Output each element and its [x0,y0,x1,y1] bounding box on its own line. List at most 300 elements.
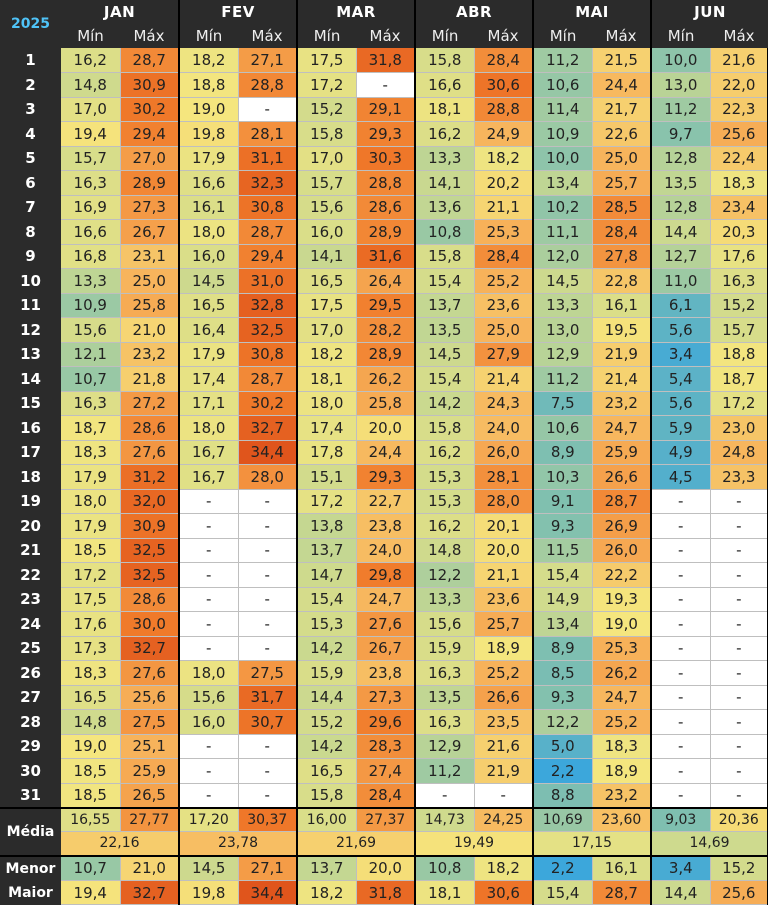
value-cell: 26,6 [474,685,533,710]
value-cell: 25,2 [474,269,533,294]
value-cell: 10,8 [415,220,474,245]
value-cell: 11,2 [533,367,592,392]
value-cell: 28,9 [356,342,415,367]
value-cell: 21,9 [592,342,651,367]
value-cell: 28,6 [356,195,415,220]
value-cell: 17,5 [297,48,356,73]
value-cell: 20,0 [356,416,415,441]
min-header: Mín [533,23,592,48]
table-row [0,195,768,220]
value-cell: 26,2 [356,367,415,392]
monthly-mean-value: 21,69 [297,832,415,856]
value-cell: - [651,685,710,710]
value-cell: 28,8 [356,171,415,196]
value-cell: 16,2 [415,440,474,465]
value-cell: 16,3 [61,171,120,196]
table-row [0,391,768,416]
value-cell: 28,8 [238,73,297,98]
menor-value: 18,2 [474,856,533,881]
value-cell: 5,9 [651,416,710,441]
value-cell: 30,6 [474,73,533,98]
min-header: Mín [179,23,238,48]
value-cell: 28,4 [474,48,533,73]
value-cell: 16,2 [415,514,474,539]
menor-value: 14,5 [179,856,238,881]
value-cell: 17,9 [61,465,120,490]
value-cell: 14,7 [297,563,356,588]
value-cell: 11,2 [533,48,592,73]
value-cell: 18,0 [179,416,238,441]
value-cell: 23,2 [592,783,651,808]
maior-value: 25,6 [710,881,768,905]
value-cell: - [356,73,415,98]
monthly-mean-value: 23,78 [179,832,297,856]
value-cell: 18,1 [415,97,474,122]
value-cell: 28,6 [120,587,179,612]
value-cell: 28,4 [356,783,415,808]
value-cell: 13,7 [297,538,356,563]
table-row [0,416,768,441]
value-cell: 12,8 [651,146,710,171]
value-cell: 15,8 [415,48,474,73]
value-cell: 17,5 [61,587,120,612]
value-cell: 31,2 [120,465,179,490]
value-cell: 23,6 [474,587,533,612]
value-cell: 25,7 [474,612,533,637]
value-cell: 23,2 [120,342,179,367]
value-cell: 15,9 [415,636,474,661]
min-header: Mín [297,23,356,48]
value-cell: 15,3 [297,612,356,637]
value-cell: 21,0 [120,318,179,343]
value-cell: 17,2 [297,73,356,98]
value-cell: 24,7 [356,587,415,612]
value-cell: 26,2 [592,661,651,686]
value-cell: 25,2 [474,661,533,686]
value-cell: 24,4 [592,73,651,98]
value-cell: 13,4 [533,612,592,637]
value-cell: 31,7 [238,685,297,710]
max-header: Máx [474,23,533,48]
media-row [0,808,768,832]
maior-row [0,881,768,905]
value-cell: 15,6 [415,612,474,637]
value-cell: 31,6 [356,244,415,269]
value-cell: 13,5 [415,685,474,710]
value-cell: 5,6 [651,391,710,416]
value-cell: 15,4 [297,587,356,612]
value-cell: 16,5 [297,759,356,784]
value-cell: 15,6 [297,195,356,220]
value-cell: 19,4 [61,122,120,147]
value-cell: 26,6 [592,465,651,490]
value-cell: 26,4 [356,269,415,294]
value-cell: 27,8 [592,244,651,269]
maior-value: 14,4 [651,881,710,905]
menor-value: 2,2 [533,856,592,881]
media-label: Média [0,808,61,856]
value-cell: 10,7 [61,367,120,392]
table-row [0,342,768,367]
value-cell: - [710,685,768,710]
value-cell: - [238,563,297,588]
value-cell: 25,7 [592,171,651,196]
value-cell: 16,4 [179,318,238,343]
value-cell: 10,9 [61,293,120,318]
value-cell: 25,3 [474,220,533,245]
value-cell: - [651,759,710,784]
table-row [0,97,768,122]
value-cell: 11,2 [651,97,710,122]
value-cell: 24,4 [356,440,415,465]
value-cell: 17,9 [61,514,120,539]
value-cell: 27,0 [120,146,179,171]
value-cell: 23,8 [356,514,415,539]
month-header-jun: JUN [651,0,768,23]
value-cell: 28,9 [120,171,179,196]
day-number: 1 [0,48,61,73]
value-cell: 14,4 [651,220,710,245]
value-cell: 4,9 [651,440,710,465]
table-row [0,538,768,563]
value-cell: 8,8 [533,783,592,808]
value-cell: 18,2 [297,342,356,367]
day-number: 24 [0,612,61,637]
min-header: Mín [415,23,474,48]
value-cell: 20,2 [474,171,533,196]
value-cell: - [474,783,533,808]
value-cell: 15,4 [415,367,474,392]
value-cell: 19,0 [179,97,238,122]
value-cell: 11,2 [415,759,474,784]
table-row [0,612,768,637]
value-cell: 6,1 [651,293,710,318]
year-label: 2025 [0,0,61,48]
value-cell: 18,5 [61,538,120,563]
value-cell: 13,0 [533,318,592,343]
day-number: 17 [0,440,61,465]
value-cell: 17,9 [179,342,238,367]
value-cell: 26,9 [592,514,651,539]
value-cell: 16,3 [61,391,120,416]
menor-value: 16,1 [592,856,651,881]
value-cell: 15,3 [415,465,474,490]
value-cell: - [651,734,710,759]
value-cell: 27,5 [238,661,297,686]
media-value: 23,60 [592,808,651,832]
value-cell: 10,2 [533,195,592,220]
value-cell: 14,1 [415,171,474,196]
value-cell: - [179,636,238,661]
month-header-fev: FEV [179,0,297,23]
maior-value: 19,4 [61,881,120,905]
value-cell: 21,7 [592,97,651,122]
value-cell: 11,1 [533,220,592,245]
value-cell: 16,9 [61,195,120,220]
day-number: 8 [0,220,61,245]
value-cell: 14,2 [415,391,474,416]
max-header: Máx [592,23,651,48]
value-cell: 29,3 [356,122,415,147]
maior-value: 32,7 [120,881,179,905]
value-cell: 13,7 [415,293,474,318]
value-cell: 12,8 [651,195,710,220]
value-cell: 14,5 [179,269,238,294]
monthly-mean-value: 19,49 [415,832,533,856]
value-cell: 4,5 [651,465,710,490]
value-cell: 12,9 [415,734,474,759]
value-cell: 26,5 [120,783,179,808]
month-header-abr: ABR [415,0,533,23]
value-cell: 11,4 [533,97,592,122]
value-cell: 25,0 [474,318,533,343]
value-cell: - [179,759,238,784]
value-cell: 16,5 [61,685,120,710]
value-cell: 16,6 [415,73,474,98]
table-row [0,685,768,710]
value-cell: 27,6 [120,440,179,465]
value-cell: 18,2 [474,146,533,171]
value-cell: 22,3 [710,97,768,122]
value-cell: 17,0 [297,318,356,343]
value-cell: - [651,538,710,563]
value-cell: 24,9 [474,122,533,147]
value-cell: 12,7 [651,244,710,269]
media-value: 16,55 [61,808,120,832]
table-row [0,783,768,808]
value-cell: 16,1 [592,293,651,318]
value-cell: 13,6 [415,195,474,220]
value-cell: 21,1 [474,563,533,588]
table-row [0,318,768,343]
table-row [0,244,768,269]
value-cell: 2,2 [533,759,592,784]
value-cell: 28,7 [592,489,651,514]
value-cell: 5,6 [651,318,710,343]
value-cell: 13,3 [415,587,474,612]
value-cell: 34,4 [238,440,297,465]
value-cell: - [179,563,238,588]
month-header-jan: JAN [61,0,179,23]
menor-label: Menor [0,856,61,881]
value-cell: 17,1 [179,391,238,416]
day-number: 7 [0,195,61,220]
table-row [0,489,768,514]
value-cell: 25,1 [120,734,179,759]
value-cell: 27,6 [120,661,179,686]
value-cell: 29,6 [356,710,415,735]
value-cell: 14,8 [415,538,474,563]
value-cell: 15,6 [61,318,120,343]
media-value: 16,00 [297,808,356,832]
value-cell: 24,7 [592,685,651,710]
day-number: 2 [0,73,61,98]
value-cell: - [179,783,238,808]
value-cell: 27,9 [474,342,533,367]
value-cell: 9,3 [533,514,592,539]
day-number: 22 [0,563,61,588]
menor-value: 21,0 [120,856,179,881]
value-cell: 27,4 [356,759,415,784]
menor-value: 10,8 [415,856,474,881]
value-cell: 21,5 [592,48,651,73]
maior-value: 18,1 [415,881,474,905]
value-cell: - [238,538,297,563]
maior-value: 19,8 [179,881,238,905]
value-cell: 18,0 [179,661,238,686]
value-cell: 11,5 [533,538,592,563]
value-cell: 21,6 [710,48,768,73]
table-row [0,122,768,147]
value-cell: 17,0 [297,146,356,171]
month-header-mar: MAR [297,0,415,23]
value-cell: - [651,514,710,539]
value-cell: - [238,97,297,122]
value-cell: 16,6 [61,220,120,245]
table-row [0,293,768,318]
value-cell: 13,0 [651,73,710,98]
value-cell: 23,8 [356,661,415,686]
value-cell: - [179,612,238,637]
value-cell: 18,3 [592,734,651,759]
value-cell: 24,0 [474,416,533,441]
table-row [0,73,768,98]
value-cell: 28,3 [356,734,415,759]
day-number: 28 [0,710,61,735]
table-row [0,146,768,171]
value-cell: 16,2 [415,122,474,147]
value-cell: 17,6 [61,612,120,637]
maior-label: Maior [0,881,61,905]
value-cell: 9,1 [533,489,592,514]
value-cell: 21,1 [474,195,533,220]
value-cell: - [238,612,297,637]
table-row [0,269,768,294]
value-cell: 30,7 [238,710,297,735]
value-cell: - [651,563,710,588]
value-cell: 18,0 [179,220,238,245]
day-number: 31 [0,783,61,808]
value-cell: 28,2 [356,318,415,343]
value-cell: 30,9 [120,514,179,539]
value-cell: 14,4 [297,685,356,710]
value-cell: - [238,489,297,514]
value-cell: 18,5 [61,783,120,808]
menor-value: 10,7 [61,856,120,881]
value-cell: 16,3 [415,710,474,735]
value-cell: 19,5 [592,318,651,343]
value-cell: 17,4 [179,367,238,392]
value-cell: 30,0 [120,612,179,637]
day-number: 23 [0,587,61,612]
value-cell: 16,7 [179,465,238,490]
table-row [0,563,768,588]
value-cell: 12,1 [61,342,120,367]
day-number: 14 [0,367,61,392]
value-cell: 17,0 [61,97,120,122]
maior-value: 15,4 [533,881,592,905]
value-cell: 27,2 [120,391,179,416]
media-value: 27,77 [120,808,179,832]
value-cell: 12,2 [533,710,592,735]
value-cell: 28,5 [592,195,651,220]
value-cell: 29,4 [238,244,297,269]
value-cell: 14,2 [297,636,356,661]
value-cell: 15,1 [297,465,356,490]
value-cell: - [238,636,297,661]
value-cell: 29,1 [356,97,415,122]
value-cell: 28,4 [474,244,533,269]
value-cell: - [651,587,710,612]
value-cell: 18,8 [710,342,768,367]
value-cell: 15,7 [297,171,356,196]
monthly-mean-value: 14,69 [651,832,768,856]
table-row [0,710,768,735]
value-cell: 16,0 [179,710,238,735]
table-row [0,587,768,612]
value-cell: 14,2 [297,734,356,759]
value-cell: - [179,538,238,563]
value-cell: 23,6 [474,293,533,318]
min-header: Mín [61,23,120,48]
value-cell: 10,0 [533,146,592,171]
value-cell: - [651,489,710,514]
day-number: 25 [0,636,61,661]
value-cell: 23,5 [474,710,533,735]
value-cell: 29,8 [356,563,415,588]
value-cell: 14,9 [533,587,592,612]
menor-value: 13,7 [297,856,356,881]
value-cell: 24,3 [474,391,533,416]
max-header: Máx [356,23,415,48]
day-number: 10 [0,269,61,294]
value-cell: 31,0 [238,269,297,294]
max-header: Máx [238,23,297,48]
value-cell: 17,8 [297,440,356,465]
value-cell: 10,6 [533,73,592,98]
day-number: 20 [0,514,61,539]
value-cell: 15,8 [415,244,474,269]
value-cell: - [710,563,768,588]
table-row [0,734,768,759]
value-cell: 26,0 [474,440,533,465]
value-cell: 15,8 [297,122,356,147]
value-cell: 21,4 [474,367,533,392]
media-value: 14,73 [415,808,474,832]
value-cell: 12,9 [533,342,592,367]
menor-value: 20,0 [356,856,415,881]
value-cell: 18,7 [61,416,120,441]
value-cell: 15,7 [710,318,768,343]
value-cell: 8,5 [533,661,592,686]
value-cell: 8,9 [533,440,592,465]
value-cell: 20,1 [474,514,533,539]
value-cell: - [238,783,297,808]
day-number: 12 [0,318,61,343]
value-cell: 28,9 [356,220,415,245]
value-cell: 18,5 [61,759,120,784]
value-cell: 15,2 [297,97,356,122]
value-cell: - [238,734,297,759]
value-cell: 17,4 [297,416,356,441]
value-cell: - [710,587,768,612]
day-number: 18 [0,465,61,490]
value-cell: - [651,710,710,735]
value-cell: 5,0 [533,734,592,759]
value-cell: 23,1 [120,244,179,269]
table-row [0,661,768,686]
value-cell: 29,3 [356,465,415,490]
